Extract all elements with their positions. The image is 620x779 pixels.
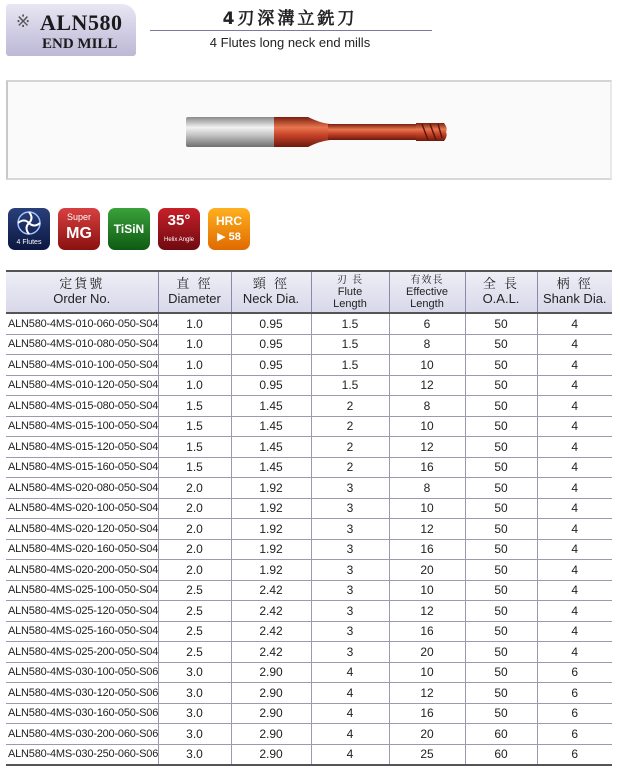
series-subtitle: END MILL bbox=[42, 36, 118, 52]
cell-order-no: ALN580-4MS-010-100-050-S04 bbox=[6, 355, 158, 376]
cell-neck-dia: 1.45 bbox=[231, 437, 311, 458]
cell-shank-dia: 4 bbox=[537, 621, 612, 642]
cell-flute-length: 3 bbox=[311, 539, 389, 560]
cell-shank-dia: 4 bbox=[537, 396, 612, 417]
cell-oal: 50 bbox=[465, 560, 537, 581]
cell-flute-length: 3 bbox=[311, 621, 389, 642]
cell-order-no: ALN580-4MS-030-160-050-S06 bbox=[6, 703, 158, 724]
end-mill-image bbox=[8, 82, 612, 178]
cell-neck-dia: 0.95 bbox=[231, 355, 311, 376]
col-flute-length-zh: 刃 長 bbox=[336, 274, 364, 286]
cell-shank-dia: 4 bbox=[537, 498, 612, 519]
badge-4-flutes-text: 4 Flutes bbox=[16, 239, 42, 246]
cell-shank-dia: 4 bbox=[537, 560, 612, 581]
cell-diameter: 1.0 bbox=[158, 334, 231, 355]
col-order-no-zh: 定貨號 bbox=[59, 277, 105, 292]
cell-order-no: ALN580-4MS-030-120-050-S06 bbox=[6, 683, 158, 704]
table-row bbox=[6, 416, 612, 437]
col-neck-dia-zh: 頸 徑 bbox=[252, 277, 290, 292]
title-divider bbox=[150, 30, 432, 31]
cell-shank-dia: 4 bbox=[537, 416, 612, 437]
cell-effective-length: 8 bbox=[389, 478, 465, 499]
col-neck-dia-en: Neck Dia. bbox=[242, 291, 300, 306]
cell-effective-length: 10 bbox=[389, 580, 465, 601]
cell-neck-dia: 1.45 bbox=[231, 396, 311, 417]
cell-order-no: ALN580-4MS-025-120-050-S04 bbox=[6, 601, 158, 622]
cell-neck-dia: 1.92 bbox=[231, 519, 311, 540]
cell-oal: 50 bbox=[465, 519, 537, 540]
page-title-english: 4 Flutes long neck end mills bbox=[209, 35, 371, 50]
cell-order-no: ALN580-4MS-025-200-050-S04 bbox=[6, 642, 158, 663]
cell-effective-length: 25 bbox=[389, 744, 465, 765]
cell-flute-length: 2 bbox=[311, 396, 389, 417]
cell-effective-length: 20 bbox=[389, 724, 465, 745]
col-shank-dia bbox=[537, 271, 612, 313]
cell-diameter: 1.0 bbox=[158, 375, 231, 396]
cell-flute-length: 3 bbox=[311, 498, 389, 519]
cell-shank-dia: 4 bbox=[537, 437, 612, 458]
four-flute-icon bbox=[8, 208, 50, 238]
cell-flute-length: 2 bbox=[311, 457, 389, 478]
table-row bbox=[6, 355, 612, 376]
cell-shank-dia: 4 bbox=[537, 334, 612, 355]
cell-oal: 50 bbox=[465, 396, 537, 417]
badge-4-flutes bbox=[8, 208, 50, 250]
table-row bbox=[6, 396, 612, 417]
badge-helix-angle bbox=[158, 208, 200, 250]
cell-neck-dia: 2.90 bbox=[231, 724, 311, 745]
cell-flute-length: 3 bbox=[311, 642, 389, 663]
cell-order-no: ALN580-4MS-030-250-060-S06 bbox=[6, 744, 158, 765]
cell-oal: 50 bbox=[465, 662, 537, 683]
reference-mark: ※ bbox=[16, 12, 31, 32]
cell-neck-dia: 2.42 bbox=[231, 580, 311, 601]
table-row bbox=[6, 621, 612, 642]
badge-hrc bbox=[208, 208, 250, 250]
col-oal-zh: 全 長 bbox=[482, 277, 520, 292]
table-row bbox=[6, 724, 612, 745]
table-row bbox=[6, 703, 612, 724]
cell-diameter: 2.5 bbox=[158, 601, 231, 622]
series-code: ALN580 bbox=[40, 10, 123, 35]
badge-mg-label: MG bbox=[66, 225, 92, 242]
cell-effective-length: 12 bbox=[389, 519, 465, 540]
cell-shank-dia: 4 bbox=[537, 375, 612, 396]
cell-oal: 50 bbox=[465, 313, 537, 334]
cell-neck-dia: 1.92 bbox=[231, 560, 311, 581]
cell-flute-length: 3 bbox=[311, 601, 389, 622]
cell-effective-length: 12 bbox=[389, 601, 465, 622]
cell-neck-dia: 2.42 bbox=[231, 642, 311, 663]
table-row bbox=[6, 478, 612, 499]
col-flute-length bbox=[311, 271, 389, 313]
cell-flute-length: 2 bbox=[311, 437, 389, 458]
col-diameter bbox=[158, 271, 231, 313]
col-diameter-en: Diameter bbox=[168, 291, 221, 306]
cell-oal: 50 bbox=[465, 621, 537, 642]
cell-effective-length: 20 bbox=[389, 642, 465, 663]
cell-flute-length: 4 bbox=[311, 744, 389, 765]
cell-order-no: ALN580-4MS-015-100-050-S04 bbox=[6, 416, 158, 437]
table-row bbox=[6, 662, 612, 683]
cell-flute-length: 1.5 bbox=[311, 355, 389, 376]
cell-oal: 50 bbox=[465, 580, 537, 601]
cell-neck-dia: 1.45 bbox=[231, 416, 311, 437]
cell-oal: 50 bbox=[465, 416, 537, 437]
cell-neck-dia: 1.92 bbox=[231, 478, 311, 499]
cell-shank-dia: 4 bbox=[537, 355, 612, 376]
col-effective-length-zh: 有效長 bbox=[410, 274, 444, 286]
table-row bbox=[6, 580, 612, 601]
cell-diameter: 2.0 bbox=[158, 539, 231, 560]
cell-diameter: 3.0 bbox=[158, 683, 231, 704]
cell-order-no: ALN580-4MS-015-080-050-S04 bbox=[6, 396, 158, 417]
cell-shank-dia: 6 bbox=[537, 683, 612, 704]
cell-order-no: ALN580-4MS-010-060-050-S04 bbox=[6, 313, 158, 334]
cell-effective-length: 12 bbox=[389, 375, 465, 396]
cell-order-no: ALN580-4MS-020-160-050-S04 bbox=[6, 539, 158, 560]
cell-neck-dia: 1.45 bbox=[231, 457, 311, 478]
cell-effective-length: 10 bbox=[389, 355, 465, 376]
cell-diameter: 1.5 bbox=[158, 416, 231, 437]
cell-order-no: ALN580-4MS-020-100-050-S04 bbox=[6, 498, 158, 519]
product-photo bbox=[6, 80, 612, 180]
cell-oal: 50 bbox=[465, 375, 537, 396]
cell-order-no: ALN580-4MS-025-100-050-S04 bbox=[6, 580, 158, 601]
cell-diameter: 3.0 bbox=[158, 744, 231, 765]
cell-effective-length: 12 bbox=[389, 683, 465, 704]
cell-shank-dia: 6 bbox=[537, 724, 612, 745]
table-row bbox=[6, 539, 612, 560]
cell-diameter: 2.0 bbox=[158, 498, 231, 519]
badge-tisin bbox=[108, 208, 150, 250]
cell-flute-length: 4 bbox=[311, 724, 389, 745]
cell-diameter: 1.5 bbox=[158, 457, 231, 478]
col-effective-length-en2: Length bbox=[410, 297, 444, 310]
cell-diameter: 2.0 bbox=[158, 519, 231, 540]
cell-flute-length: 3 bbox=[311, 519, 389, 540]
cell-oal: 60 bbox=[465, 724, 537, 745]
cell-order-no: ALN580-4MS-030-100-050-S06 bbox=[6, 662, 158, 683]
table-header-row bbox=[6, 271, 612, 313]
cell-shank-dia: 6 bbox=[537, 744, 612, 765]
cell-order-no: ALN580-4MS-015-160-050-S04 bbox=[6, 457, 158, 478]
col-neck-dia bbox=[231, 271, 311, 313]
cell-diameter: 1.0 bbox=[158, 313, 231, 334]
cell-diameter: 1.0 bbox=[158, 355, 231, 376]
cell-effective-length: 16 bbox=[389, 703, 465, 724]
table-row bbox=[6, 457, 612, 478]
table-row bbox=[6, 744, 612, 765]
table-row bbox=[6, 498, 612, 519]
cell-flute-length: 4 bbox=[311, 683, 389, 704]
cell-diameter: 1.5 bbox=[158, 437, 231, 458]
cell-diameter: 2.0 bbox=[158, 560, 231, 581]
cell-order-no: ALN580-4MS-015-120-050-S04 bbox=[6, 437, 158, 458]
table-row bbox=[6, 375, 612, 396]
cell-diameter: 2.0 bbox=[158, 478, 231, 499]
col-shank-dia-en: Shank Dia. bbox=[542, 291, 607, 306]
cell-shank-dia: 6 bbox=[537, 703, 612, 724]
cell-effective-length: 6 bbox=[389, 313, 465, 334]
cell-shank-dia: 4 bbox=[537, 313, 612, 334]
cell-shank-dia: 4 bbox=[537, 539, 612, 560]
table-row bbox=[6, 313, 612, 334]
table-row bbox=[6, 601, 612, 622]
badge-hrc-label: HRC bbox=[216, 214, 242, 228]
cell-neck-dia: 2.90 bbox=[231, 662, 311, 683]
badge-helix-label: Helix Angle bbox=[163, 237, 195, 243]
table-row bbox=[6, 519, 612, 540]
cell-shank-dia: 4 bbox=[537, 478, 612, 499]
cell-shank-dia: 6 bbox=[537, 662, 612, 683]
col-oal bbox=[465, 271, 537, 313]
table-row bbox=[6, 683, 612, 704]
badge-super-label: Super bbox=[66, 212, 92, 222]
cell-shank-dia: 4 bbox=[537, 642, 612, 663]
cell-shank-dia: 4 bbox=[537, 601, 612, 622]
cell-flute-length: 1.5 bbox=[311, 375, 389, 396]
badge-helix-value: 35° bbox=[167, 212, 191, 229]
cell-neck-dia: 0.95 bbox=[231, 334, 311, 355]
cell-neck-dia: 2.90 bbox=[231, 744, 311, 765]
table-row bbox=[6, 560, 612, 581]
cell-oal: 60 bbox=[465, 744, 537, 765]
cell-diameter: 3.0 bbox=[158, 662, 231, 683]
table-row bbox=[6, 642, 612, 663]
cell-diameter: 2.5 bbox=[158, 580, 231, 601]
cell-effective-length: 8 bbox=[389, 334, 465, 355]
cell-oal: 50 bbox=[465, 642, 537, 663]
cell-neck-dia: 1.92 bbox=[231, 539, 311, 560]
col-order-no-en: Order No. bbox=[53, 291, 111, 306]
cell-oal: 50 bbox=[465, 437, 537, 458]
table-row bbox=[6, 437, 612, 458]
cell-effective-length: 16 bbox=[389, 621, 465, 642]
cell-oal: 50 bbox=[465, 498, 537, 519]
cell-oal: 50 bbox=[465, 601, 537, 622]
cell-shank-dia: 4 bbox=[537, 580, 612, 601]
col-flute-length-en1: Flute bbox=[337, 285, 363, 298]
table-row bbox=[6, 334, 612, 355]
cell-diameter: 2.5 bbox=[158, 621, 231, 642]
col-diameter-zh: 直 徑 bbox=[176, 277, 213, 292]
col-effective-length-en1: Effective bbox=[406, 285, 448, 298]
cell-order-no: ALN580-4MS-010-080-050-S04 bbox=[6, 334, 158, 355]
cell-order-no: ALN580-4MS-030-200-060-S06 bbox=[6, 724, 158, 745]
cell-flute-length: 1.5 bbox=[311, 334, 389, 355]
col-order-no bbox=[6, 271, 158, 313]
cell-flute-length: 3 bbox=[311, 478, 389, 499]
cell-flute-length: 1.5 bbox=[311, 313, 389, 334]
cell-flute-length: 3 bbox=[311, 580, 389, 601]
spec-table bbox=[6, 270, 612, 766]
series-title-box bbox=[6, 4, 136, 56]
cell-diameter: 2.5 bbox=[158, 642, 231, 663]
cell-order-no: ALN580-4MS-020-120-050-S04 bbox=[6, 519, 158, 540]
cell-oal: 50 bbox=[465, 703, 537, 724]
cell-order-no: ALN580-4MS-020-200-050-S04 bbox=[6, 560, 158, 581]
cell-effective-length: 10 bbox=[389, 498, 465, 519]
cell-flute-length: 4 bbox=[311, 703, 389, 724]
table-body bbox=[6, 313, 612, 765]
cell-shank-dia: 4 bbox=[537, 457, 612, 478]
cell-diameter: 3.0 bbox=[158, 724, 231, 745]
cell-oal: 50 bbox=[465, 478, 537, 499]
cell-flute-length: 3 bbox=[311, 560, 389, 581]
col-oal-en: O.A.L. bbox=[482, 291, 520, 306]
cell-effective-length: 16 bbox=[389, 539, 465, 560]
cell-neck-dia: 0.95 bbox=[231, 375, 311, 396]
cell-flute-length: 2 bbox=[311, 416, 389, 437]
cell-effective-length: 8 bbox=[389, 396, 465, 417]
badge-hrc-value: ▶ 58 bbox=[217, 231, 241, 243]
cell-flute-length: 4 bbox=[311, 662, 389, 683]
cell-oal: 50 bbox=[465, 683, 537, 704]
cell-neck-dia: 1.92 bbox=[231, 498, 311, 519]
cell-neck-dia: 2.42 bbox=[231, 601, 311, 622]
col-shank-dia-zh: 柄 徑 bbox=[556, 277, 593, 292]
cell-neck-dia: 2.90 bbox=[231, 703, 311, 724]
cell-neck-dia: 0.95 bbox=[231, 313, 311, 334]
cell-shank-dia: 4 bbox=[537, 519, 612, 540]
cell-oal: 50 bbox=[465, 334, 537, 355]
page-title-chinese: 4刃深溝立銑刀 bbox=[222, 9, 358, 29]
cell-effective-length: 10 bbox=[389, 662, 465, 683]
cell-effective-length: 20 bbox=[389, 560, 465, 581]
cell-neck-dia: 2.42 bbox=[231, 621, 311, 642]
cell-order-no: ALN580-4MS-025-160-050-S04 bbox=[6, 621, 158, 642]
cell-order-no: ALN580-4MS-010-120-050-S04 bbox=[6, 375, 158, 396]
badge-super-mg bbox=[58, 208, 100, 250]
cell-order-no: ALN580-4MS-020-080-050-S04 bbox=[6, 478, 158, 499]
cell-effective-length: 16 bbox=[389, 457, 465, 478]
cell-oal: 50 bbox=[465, 355, 537, 376]
cell-diameter: 3.0 bbox=[158, 703, 231, 724]
cell-neck-dia: 2.90 bbox=[231, 683, 311, 704]
badge-tisin-label: TiSiN bbox=[113, 222, 145, 236]
cell-oal: 50 bbox=[465, 457, 537, 478]
cell-effective-length: 12 bbox=[389, 437, 465, 458]
cell-diameter: 1.5 bbox=[158, 396, 231, 417]
cell-oal: 50 bbox=[465, 539, 537, 560]
col-flute-length-en2: Length bbox=[333, 297, 367, 310]
col-effective-length bbox=[389, 271, 465, 313]
cell-effective-length: 10 bbox=[389, 416, 465, 437]
